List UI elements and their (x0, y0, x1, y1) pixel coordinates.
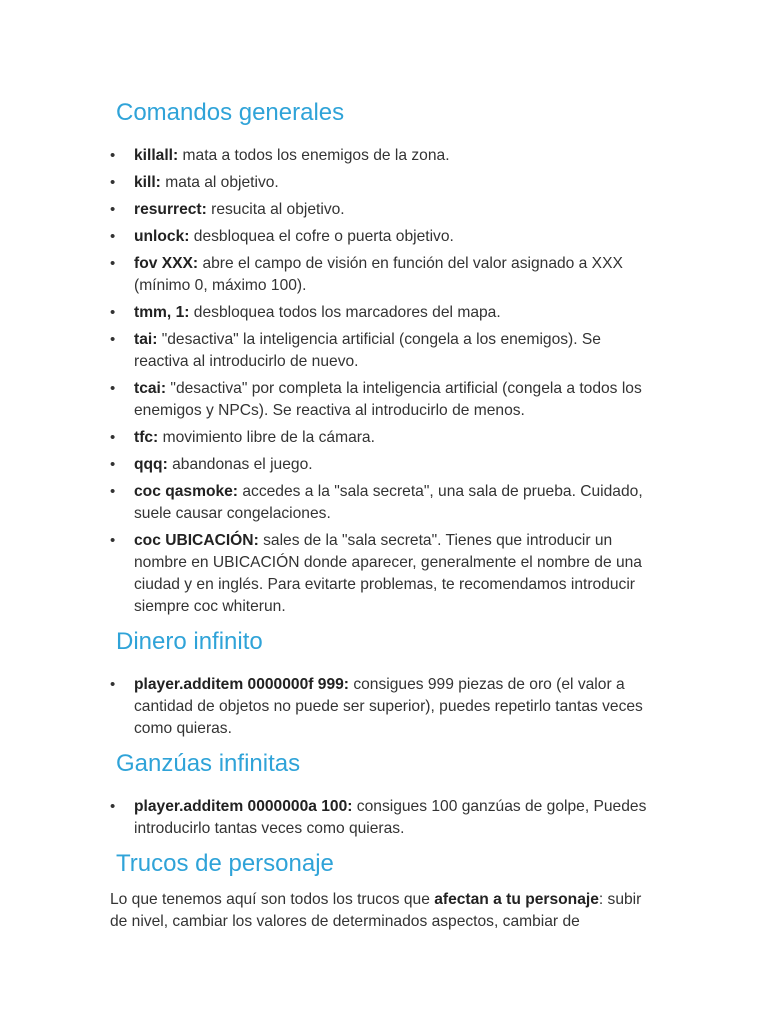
command-name: qqq: (134, 456, 168, 473)
command-description: mata a todos los enemigos de la zona. (178, 147, 450, 164)
list-comandos-generales (0, 145, 654, 618)
intro-text-continued: : subir de nivel, cambiar los valores de determinados aspectos, cambiar de (110, 891, 642, 930)
command-description: mata al objetivo. (160, 174, 279, 191)
list-item (0, 378, 654, 422)
command-description: resucita al objetivo. (206, 201, 345, 218)
command-name: coc qasmoke: (134, 483, 239, 500)
list-item (0, 329, 654, 373)
command-description: desbloquea el cofre o puerta objetivo. (189, 228, 454, 245)
list-ganzuas-infinitas (0, 796, 654, 840)
list-item (0, 796, 654, 840)
list-item (0, 145, 654, 167)
list-item (0, 530, 654, 618)
command-name: fov XXX: (134, 255, 199, 272)
list-item (0, 481, 654, 525)
command-name: tfc: (134, 429, 159, 446)
list-dinero-infinito (0, 674, 654, 740)
list-item (0, 199, 654, 221)
command-description: abre el campo de visión en función del valor asignado a XXX (mínimo 0, máximo 100). (134, 255, 623, 294)
command-description: "desactiva" la inteligencia artificial (congela a los enemigos). Se reactiva al introducirlo de nuevo. (134, 331, 601, 370)
intro-text: Lo que tenemos aquí son todos los trucos que (110, 891, 435, 908)
intro-emphasis: afectan a tu personaje (434, 891, 599, 908)
command-name: tcai: (134, 380, 167, 397)
list-item (0, 427, 654, 449)
command-name: killall: (134, 147, 179, 164)
command-name: player.additem 0000000a 100: (134, 798, 353, 815)
list-item (0, 454, 654, 476)
command-name: resurrect: (134, 201, 207, 218)
heading-comandos-generales: Comandos generales (116, 99, 345, 126)
command-name: player.additem 0000000f 999: (134, 676, 349, 693)
command-name: tai: (134, 331, 158, 348)
intro-paragraph (110, 889, 650, 933)
command-name: coc UBICACIÓN: (134, 532, 259, 549)
heading-dinero-infinito: Dinero infinito (116, 628, 263, 655)
command-name: tmm, 1: (134, 304, 190, 321)
command-description: "desactiva" por completa la inteligencia artificial (congela a todos los enemigos y NPCs). Se reactiva al introducirlo de menos. (134, 380, 642, 419)
command-description: consigues 100 ganzúas de golpe, Puedes introducirlo tantas veces como quieras. (134, 798, 647, 837)
command-description: accedes a la "sala secreta", una sala de prueba. Cuidado, suele causar congelaciones. (134, 483, 643, 522)
command-description: desbloquea todos los marcadores del mapa. (189, 304, 501, 321)
command-description: abandonas el juego. (167, 456, 313, 473)
command-name: unlock: (134, 228, 190, 245)
command-name: kill: (134, 174, 161, 191)
list-item (0, 253, 654, 297)
command-description: movimiento libre de la cámara. (158, 429, 375, 446)
list-item (0, 674, 654, 740)
list-item (0, 226, 654, 248)
command-description: sales de la "sala secreta". Tienes que introducir un nombre en UBICACIÓN donde aparecer, generalmente el nombre de una ciudad y en inglés. Para evitarte problemas, te recomendamos introducir siempre coc whiterun. (134, 532, 642, 615)
list-item (0, 172, 654, 194)
list-item (0, 302, 654, 324)
command-description: consigues 999 piezas de oro (el valor a cantidad de objetos no puede ser superior), puedes repetirlo tantas veces como quieras. (134, 676, 643, 737)
heading-trucos-de-personaje: Trucos de personaje (116, 850, 334, 877)
heading-ganzuas-infinitas: Ganzúas infinitas (116, 750, 301, 777)
